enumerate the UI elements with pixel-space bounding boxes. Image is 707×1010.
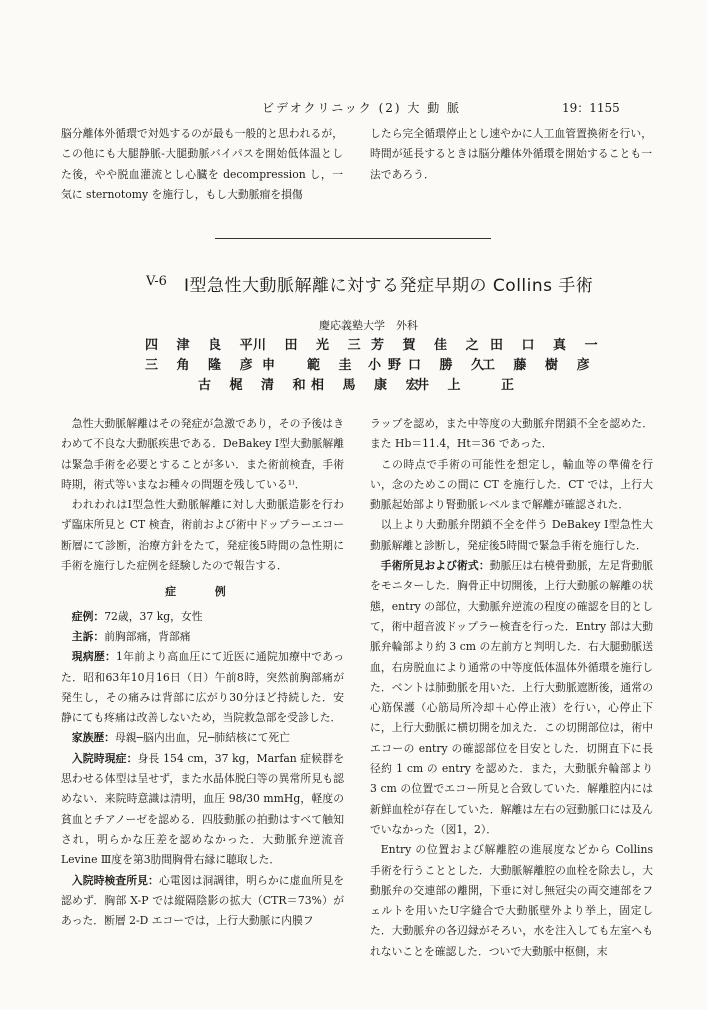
family-text: 母親─脳内出血，兄─肺結核にて死亡 — [114, 731, 290, 745]
author: 田 口 真 一 — [490, 338, 605, 353]
admission-label: 入院時現症： — [71, 751, 138, 765]
author: 古 梶 清 和 — [198, 378, 313, 393]
author: 三 角 隆 彦 — [145, 358, 260, 373]
complaint-text: 前胸部痛，背部痛 — [104, 629, 191, 643]
top-left-column — [61, 124, 343, 205]
running-title: ビデオクリニック (2) 大 動 脈 — [262, 101, 462, 115]
intro-paragraph: われわれはⅠ型急性大動脈解離に対し大動脈造影を行わず臨床所見と CT 検査，術前および術中ドップラーエコー断層にて診断，治療方針をたて，発症後5時間の急性期に手術を施行した症例を経験したので報告する． — [61, 498, 344, 573]
section-number: V-6 — [146, 274, 167, 289]
admission-text: 身長 154 cm，37 kg，Marfan 症候群を思わせる体型は呈せず，また水晶体脱臼等の異常所見も認めない．来院時意識は清明，血圧 98/30 mmHg，軽度の貧血とチアノーゼを認める．四肢動脈の拍動はすべて触知され，明らかな圧差を認めなかった．大動脈弁逆流音 Levine Ⅲ度を第3肋間胸骨右縁に聴取した． — [61, 751, 345, 867]
complaint — [61, 627, 344, 647]
top-right-column — [370, 124, 652, 185]
carryover-right: したら完全循環停止とし速やかに人工血管置換術を行い，時間が延長するときは脳分離体外循環を開始することも一法であろう． — [370, 127, 652, 181]
running-header — [0, 99, 707, 119]
case-info — [61, 607, 344, 627]
author: 小野口 勝 久 — [368, 358, 492, 373]
article-title-block — [0, 271, 707, 297]
body-paragraph: 以上より大動脈弁閉鎖不全を伴う DeBakey Ⅰ型急性大動脈解離と診断し，発症後5時間で緊急手術を施行した． — [370, 518, 653, 552]
admission-findings — [61, 749, 344, 871]
author: 四 津 良 平 — [145, 338, 260, 353]
carryover-left: 脳分離体外循環で対処するのが最も一般的と思われるが，この他にも大腿静脈-大腿動脈バイパスを開始低体温とした後，やや脱血灌流とし心臓を decompression し，一気に sternotomy を施行し，もし大動脈瘤を損傷 — [61, 127, 343, 201]
body-paragraph: Entry の位置および解離腔の進展度などから Collins 手術を行うこととした．大動脈解離腔の血栓を除去し，大動脈弁の交連部の離開，下垂に対し無冠尖の両交連部をフェルトを用いたU字縫合で大動脈壁外より挙上，固定した．大動脈弁の各辺縁がそろい，水を注入しても左室へもれないことを確認した．ついで大動脈中枢側，末 — [370, 843, 653, 958]
author: 相 馬 康 宏 — [311, 378, 426, 393]
case-text: 72歳，37 kg，女性 — [104, 609, 203, 623]
complaint-label: 主訴： — [71, 629, 105, 643]
family-label: 家族歴： — [71, 731, 115, 745]
author: 申 — [262, 358, 283, 373]
author: 範 圭 — [307, 358, 359, 373]
intro-paragraph: 急性大動脈解離はその発症が急激であり，その予後はきわめて不良な大動脈疾患である．DeBakey Ⅰ型大動脈解離は緊急手術を必要とすることが多い．また術前検査，手術時期，術式等いまなお種々の問題を残している¹⁾． — [61, 417, 344, 491]
body-left-column — [61, 414, 344, 931]
section-divider — [215, 238, 491, 239]
family-history — [61, 728, 344, 748]
body-paragraph: ラップを認め，また中等度の大動脈弁閉鎖不全を認めた．また Hb＝11.4，Ht＝36 であった． — [370, 417, 653, 451]
exam-label: 入院時検査所見： — [71, 873, 159, 887]
history-label: 現病歴： — [71, 650, 117, 664]
operation-findings — [370, 556, 653, 840]
author: 芳 賀 佳 之 — [371, 338, 486, 353]
history-text: 1年前より高血圧にて近医に通院加療中であった．昭和63年10月16日（日）午前8時，突然前胸部痛が発生し，その痛みは背部に広がり30分ほど持続した．安静にても疼痛は改善しないため，当院救急部を受診した． — [61, 650, 345, 725]
body-paragraph: この時点で手術の可能性を想定し，輸血等の準備を行い，念のためこの間に CT を施行した．CT では，上行大動脈起始部より腎動脈レベルまで解離が確認された． — [370, 457, 653, 512]
operation-text: 動脈圧は右橈骨動脈，左足背動脈をモニターした．胸骨正中切開後，上行大動脈の解離の状態，entry の部位，大動脈弁逆流の程度の確認を目的として，術中超音波ドップラー検査を行った．Entry 部は大動脈弁輪部より約 3 cm の左前方と判明した．右大腿動脈送血，右房脱血により通常の中等度低体温体外循環を施行した．ベントは肺動脈を用いた．上行大動脈遮断後，通常の心筋保護（心筋局所冷却＋心停止液）を行い，心停止下に，上行大動脈に横切開を加えた．この切開部位は，術中エコーの entry の確認部位を目安とした．切開直下に長径約 1 cm の entry を認めた．また，大動脈弁輪部より 3 cm の位置でエコー所見と合致していた．解離腔内には新鮮血栓が存在していた．解離は左右の冠動脈口には及んでいなかった（図1，2）． — [370, 559, 654, 836]
exam-text: 心電図は洞調律，明らかに虚血所見を認めず．胸部 X-P では縦隔陰影の拡大（CTR＝73%）があった．断層 2-D エコーでは，上行大動脈に内膜フ — [61, 873, 345, 928]
page-number: 19：1155 — [562, 101, 620, 115]
author: 工 藤 樹 彦 — [482, 358, 597, 373]
article-title: Ⅰ型急性大動脈解離に対する発症早期の Collins 手術 — [184, 276, 594, 296]
body-right-column — [370, 414, 653, 962]
history — [61, 647, 344, 728]
affiliation: 慶応義塾大学 外科 — [319, 319, 418, 332]
author: 正 — [501, 378, 522, 393]
case-heading: 症 例 — [165, 585, 240, 599]
exam-findings — [61, 871, 344, 932]
case-label: 症例： — [71, 609, 105, 623]
operation-label: 手術所見および術式： — [380, 559, 490, 573]
author: 井 上 — [416, 378, 468, 393]
author: 川 田 光 三 — [253, 338, 368, 353]
